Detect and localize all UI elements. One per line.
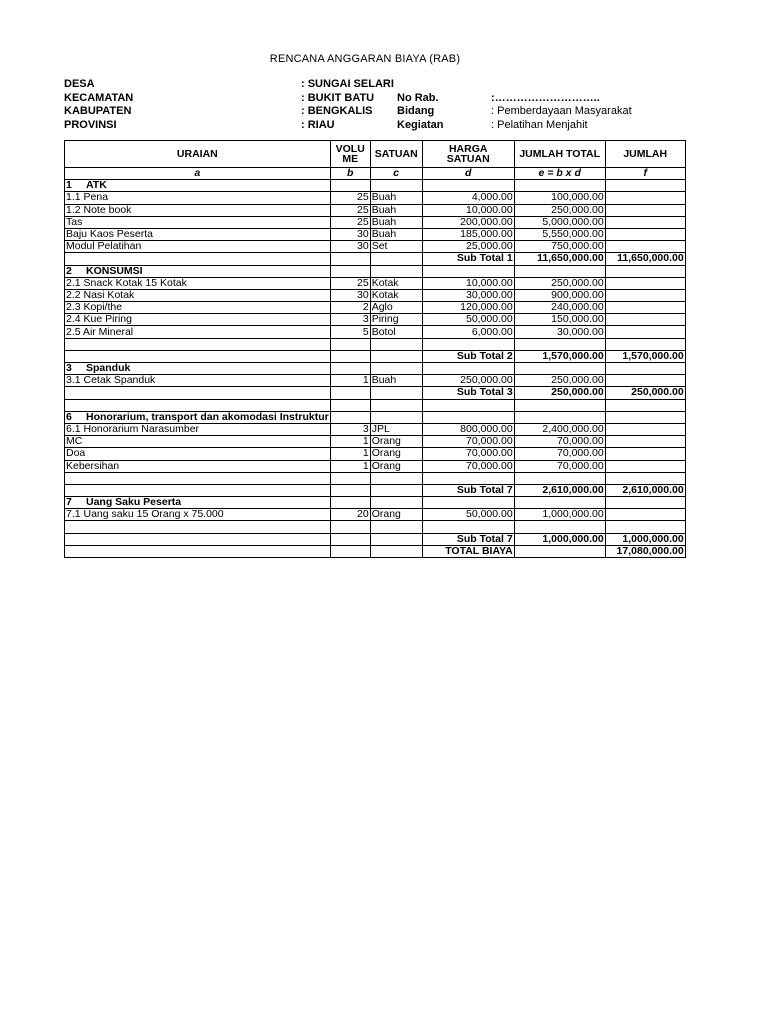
item-volume: 1 — [330, 436, 370, 448]
subtotal-jumlah: 2,610,000.00 — [605, 484, 685, 496]
table-row — [65, 192, 686, 204]
subtotal-jumlah-total: 11,650,000.00 — [514, 253, 605, 265]
empty-cell — [330, 521, 370, 533]
section-label-cell — [65, 180, 331, 192]
item-description: Doa — [65, 448, 331, 460]
empty-cell — [330, 497, 370, 509]
empty-cell — [65, 533, 331, 545]
subtotal-label: Sub Total 7 — [422, 484, 514, 496]
section-row — [65, 363, 686, 375]
empty-cell — [422, 521, 514, 533]
col-code-e: e = b x d — [514, 168, 605, 180]
section-row — [65, 411, 686, 423]
item-description: 1.2 Note book — [65, 204, 331, 216]
table-row — [65, 423, 686, 435]
item-jumlah-total: 150,000.00 — [514, 314, 605, 326]
item-jumlah — [605, 509, 685, 521]
empty-cell — [330, 533, 370, 545]
empty-cell — [65, 387, 331, 399]
item-satuan: Buah — [370, 375, 422, 387]
item-volume: 30 — [330, 289, 370, 301]
empty-cell — [330, 338, 370, 350]
item-jumlah-total: 900,000.00 — [514, 289, 605, 301]
label-kecamatan: KECAMATAN — [64, 91, 134, 104]
empty-cell — [605, 180, 685, 192]
col-code-d: d — [422, 168, 514, 180]
empty-cell — [370, 399, 422, 411]
item-harga-satuan: 200,000.00 — [422, 216, 514, 228]
section-label: KONSUMSI — [86, 264, 143, 277]
empty-cell — [330, 350, 370, 362]
section-number: 3 — [66, 362, 72, 375]
section-label-cell — [65, 411, 331, 423]
empty-cell — [370, 253, 422, 265]
subtotal-jumlah: 1,570,000.00 — [605, 350, 685, 362]
label-kegiatan: Kegiatan — [397, 118, 444, 131]
item-harga-satuan: 4,000.00 — [422, 192, 514, 204]
empty-cell — [65, 472, 331, 484]
empty-cell — [370, 363, 422, 375]
section-number: 1 — [66, 179, 72, 192]
empty-cell — [330, 180, 370, 192]
subtotal-jumlah-total: 250,000.00 — [514, 387, 605, 399]
item-harga-satuan: 185,000.00 — [422, 228, 514, 240]
item-harga-satuan: 250,000.00 — [422, 375, 514, 387]
item-harga-satuan: 25,000.00 — [422, 241, 514, 253]
item-jumlah — [605, 204, 685, 216]
subtotal-jumlah: 250,000.00 — [605, 387, 685, 399]
total-label: TOTAL BIAYA — [422, 545, 514, 557]
col-header-jumlah-total: JUMLAH TOTAL — [514, 141, 605, 168]
subtotal-label: Sub Total 2 — [422, 350, 514, 362]
value-desa: : SUNGAI SELARI — [301, 78, 394, 90]
label-provinsi: PROVINSI — [64, 118, 117, 131]
empty-cell — [370, 265, 422, 277]
empty-cell — [605, 411, 685, 423]
item-harga-satuan: 10,000.00 — [422, 277, 514, 289]
item-description: 2.4 Kue Piring — [65, 314, 331, 326]
item-jumlah-total: 250,000.00 — [514, 375, 605, 387]
section-label-cell — [65, 265, 331, 277]
empty-cell — [370, 387, 422, 399]
empty-cell — [514, 411, 605, 423]
empty-cell — [514, 521, 605, 533]
empty-cell — [65, 253, 331, 265]
col-code-a: a — [65, 168, 331, 180]
item-satuan: Kotak — [370, 289, 422, 301]
budget-table — [64, 140, 686, 558]
empty-cell — [370, 472, 422, 484]
item-jumlah-total: 750,000.00 — [514, 241, 605, 253]
item-harga-satuan: 800,000.00 — [422, 423, 514, 435]
item-jumlah — [605, 423, 685, 435]
col-header-harga-satuan: HARGA SATUAN — [422, 141, 514, 168]
item-description: 3.1 Cetak Spanduk — [65, 375, 331, 387]
table-row — [65, 326, 686, 338]
empty-cell — [370, 521, 422, 533]
item-satuan: Orang — [370, 509, 422, 521]
table-body — [65, 180, 686, 558]
empty-cell — [370, 497, 422, 509]
item-volume: 1 — [330, 375, 370, 387]
col-header-jumlah: JUMLAH — [605, 141, 685, 168]
empty-cell — [370, 180, 422, 192]
empty-cell — [422, 497, 514, 509]
empty-cell — [605, 521, 685, 533]
item-jumlah — [605, 289, 685, 301]
item-harga-satuan: 70,000.00 — [422, 448, 514, 460]
item-harga-satuan: 120,000.00 — [422, 302, 514, 314]
item-harga-satuan: 50,000.00 — [422, 314, 514, 326]
item-harga-satuan: 70,000.00 — [422, 460, 514, 472]
table-row — [65, 241, 686, 253]
empty-cell — [330, 387, 370, 399]
section-number: 6 — [66, 410, 72, 423]
item-satuan: Set — [370, 241, 422, 253]
empty-cell — [370, 545, 422, 557]
col-header-uraian: URAIAN — [65, 141, 331, 168]
col-code-f: f — [605, 168, 685, 180]
col-header-satuan: SATUAN — [370, 141, 422, 168]
item-jumlah-total: 70,000.00 — [514, 448, 605, 460]
item-satuan: Buah — [370, 204, 422, 216]
empty-cell — [422, 399, 514, 411]
item-jumlah — [605, 277, 685, 289]
table-row — [65, 216, 686, 228]
section-label: ATK — [86, 179, 107, 192]
empty-cell — [65, 521, 331, 533]
empty-cell — [370, 411, 422, 423]
subtotal-jumlah-total: 1,000,000.00 — [514, 533, 605, 545]
empty-cell — [65, 545, 331, 557]
table-row — [65, 436, 686, 448]
section-row — [65, 265, 686, 277]
subtotal-row — [65, 350, 686, 362]
value-provinsi: : RIAU — [301, 118, 335, 131]
empty-cell — [330, 363, 370, 375]
section-label: Uang Saku Peserta — [86, 496, 182, 509]
label-desa: DESA — [64, 78, 95, 90]
table-code-row — [65, 168, 686, 180]
header-left-values — [301, 78, 394, 132]
item-jumlah — [605, 302, 685, 314]
empty-cell — [422, 265, 514, 277]
item-jumlah-total: 70,000.00 — [514, 460, 605, 472]
header-right-labels — [397, 92, 443, 133]
item-description: Tas — [65, 216, 331, 228]
item-harga-satuan: 6,000.00 — [422, 326, 514, 338]
section-row — [65, 180, 686, 192]
item-harga-satuan: 70,000.00 — [422, 436, 514, 448]
item-harga-satuan: 10,000.00 — [422, 204, 514, 216]
section-label: Spanduk — [86, 362, 131, 375]
subtotal-label: Sub Total 7 — [422, 533, 514, 545]
item-volume: 1 — [330, 460, 370, 472]
empty-cell — [65, 338, 331, 350]
item-volume: 20 — [330, 509, 370, 521]
item-jumlah — [605, 241, 685, 253]
table-row — [65, 448, 686, 460]
empty-cell — [514, 338, 605, 350]
item-harga-satuan: 50,000.00 — [422, 509, 514, 521]
item-description: Kebersihan — [65, 460, 331, 472]
blank-row — [65, 521, 686, 533]
label-no-rab: No Rab. — [397, 91, 439, 104]
table-row — [65, 509, 686, 521]
item-volume: 1 — [330, 448, 370, 460]
table-row — [65, 375, 686, 387]
item-jumlah-total: 70,000.00 — [514, 436, 605, 448]
item-satuan: Buah — [370, 228, 422, 240]
empty-cell — [422, 338, 514, 350]
item-description: Modul Pelatihan — [65, 241, 331, 253]
subtotal-jumlah-total: 1,570,000.00 — [514, 350, 605, 362]
section-label-cell — [65, 497, 331, 509]
item-satuan: Orang — [370, 436, 422, 448]
item-description: 1.1 Pena — [65, 192, 331, 204]
item-volume: 25 — [330, 277, 370, 289]
empty-cell — [330, 545, 370, 557]
table-row — [65, 314, 686, 326]
item-harga-satuan: 30,000.00 — [422, 289, 514, 301]
section-label-cell — [65, 363, 331, 375]
empty-cell — [422, 472, 514, 484]
table-row — [65, 228, 686, 240]
empty-cell — [514, 180, 605, 192]
empty-cell — [514, 497, 605, 509]
empty-cell — [330, 399, 370, 411]
item-description: 2.1 Snack Kotak 15 Kotak — [65, 277, 331, 289]
item-description: 2.3 Kopi/the — [65, 302, 331, 314]
item-jumlah-total: 250,000.00 — [514, 277, 605, 289]
item-volume: 3 — [330, 423, 370, 435]
item-satuan: JPL — [370, 423, 422, 435]
empty-cell — [370, 338, 422, 350]
empty-cell — [422, 180, 514, 192]
blank-row — [65, 399, 686, 411]
item-jumlah — [605, 448, 685, 460]
item-jumlah-total: 5,550,000.00 — [514, 228, 605, 240]
empty-cell — [422, 411, 514, 423]
subtotal-jumlah: 11,650,000.00 — [605, 253, 685, 265]
item-description: 2.2 Nasi Kotak — [65, 289, 331, 301]
empty-cell — [605, 399, 685, 411]
empty-cell — [605, 363, 685, 375]
subtotal-label: Sub Total 3 — [422, 387, 514, 399]
item-jumlah-total: 1,000,000.00 — [514, 509, 605, 521]
item-volume: 30 — [330, 241, 370, 253]
subtotal-jumlah-total: 2,610,000.00 — [514, 484, 605, 496]
item-jumlah — [605, 326, 685, 338]
item-jumlah — [605, 192, 685, 204]
empty-cell — [605, 497, 685, 509]
header-left-labels — [64, 78, 133, 132]
col-header-volume: VOLU ME — [330, 141, 370, 168]
section-number: 7 — [66, 496, 72, 509]
empty-cell — [330, 411, 370, 423]
item-jumlah-total: 30,000.00 — [514, 326, 605, 338]
item-jumlah — [605, 460, 685, 472]
total-amount: 17,080,000.00 — [605, 545, 685, 557]
item-satuan: Buah — [370, 216, 422, 228]
item-description: 2.5 Air Mineral — [65, 326, 331, 338]
item-jumlah-total: 250,000.00 — [514, 204, 605, 216]
item-satuan: Orang — [370, 448, 422, 460]
value-no-rab: :……………………….. — [491, 91, 600, 104]
empty-cell — [605, 265, 685, 277]
empty-cell — [65, 399, 331, 411]
empty-cell — [370, 533, 422, 545]
item-volume: 2 — [330, 302, 370, 314]
empty-cell — [605, 472, 685, 484]
item-jumlah-total: 100,000.00 — [514, 192, 605, 204]
item-satuan: Buah — [370, 192, 422, 204]
item-jumlah — [605, 216, 685, 228]
subtotal-jumlah: 1,000,000.00 — [605, 533, 685, 545]
table-header-row — [65, 141, 686, 168]
total-row — [65, 545, 686, 557]
item-jumlah — [605, 314, 685, 326]
empty-cell — [330, 472, 370, 484]
value-bidang: : Pemberdayaan Masyarakat — [491, 105, 632, 117]
empty-cell — [65, 484, 331, 496]
table-row — [65, 460, 686, 472]
value-kegiatan: : Pelatihan Menjahit — [491, 118, 588, 131]
col-code-c: c — [370, 168, 422, 180]
col-code-b: b — [330, 168, 370, 180]
value-kabupaten: : BENGKALIS — [301, 105, 373, 117]
item-volume: 25 — [330, 216, 370, 228]
label-bidang: Bidang — [397, 105, 435, 117]
table-row — [65, 277, 686, 289]
empty-cell — [605, 338, 685, 350]
table-row — [65, 302, 686, 314]
value-kecamatan: : BUKIT BATU — [301, 91, 375, 104]
header-right-values — [491, 92, 632, 133]
item-satuan: Kotak — [370, 277, 422, 289]
subtotal-label: Sub Total 1 — [422, 253, 514, 265]
empty-cell — [514, 545, 605, 557]
section-row — [65, 497, 686, 509]
item-jumlah-total: 5,000,000.00 — [514, 216, 605, 228]
item-volume: 3 — [330, 314, 370, 326]
item-satuan: Botol — [370, 326, 422, 338]
section-number: 2 — [66, 264, 72, 277]
blank-row — [65, 338, 686, 350]
item-satuan: Aglo — [370, 302, 422, 314]
item-jumlah — [605, 375, 685, 387]
item-description: MC — [65, 436, 331, 448]
table-row — [65, 204, 686, 216]
item-volume: 25 — [330, 204, 370, 216]
item-volume: 25 — [330, 192, 370, 204]
empty-cell — [330, 484, 370, 496]
item-description: 6.1 Honorarium Narasumber — [65, 423, 331, 435]
empty-cell — [330, 253, 370, 265]
item-description: Baju Kaos Peserta — [65, 228, 331, 240]
subtotal-row — [65, 387, 686, 399]
subtotal-row — [65, 253, 686, 265]
subtotal-row — [65, 484, 686, 496]
item-volume: 30 — [330, 228, 370, 240]
empty-cell — [330, 265, 370, 277]
empty-cell — [370, 350, 422, 362]
item-jumlah — [605, 228, 685, 240]
item-jumlah — [605, 436, 685, 448]
table-row — [65, 289, 686, 301]
item-description: 7.1 Uang saku 15 Orang x 75.000 — [65, 509, 331, 521]
subtotal-row — [65, 533, 686, 545]
empty-cell — [514, 399, 605, 411]
empty-cell — [514, 363, 605, 375]
item-jumlah-total: 2,400,000.00 — [514, 423, 605, 435]
item-satuan: Orang — [370, 460, 422, 472]
empty-cell — [422, 363, 514, 375]
item-jumlah-total: 240,000.00 — [514, 302, 605, 314]
section-label: Honorarium, transport dan akomodasi Instruktur — [86, 410, 329, 423]
label-kabupaten: KABUPATEN — [64, 105, 132, 117]
document-title: RENCANA ANGGARAN BIAYA (RAB) — [269, 53, 461, 65]
item-volume: 5 — [330, 326, 370, 338]
empty-cell — [370, 484, 422, 496]
empty-cell — [65, 350, 331, 362]
empty-cell — [514, 472, 605, 484]
blank-row — [65, 472, 686, 484]
empty-cell — [514, 265, 605, 277]
item-satuan: Piring — [370, 314, 422, 326]
